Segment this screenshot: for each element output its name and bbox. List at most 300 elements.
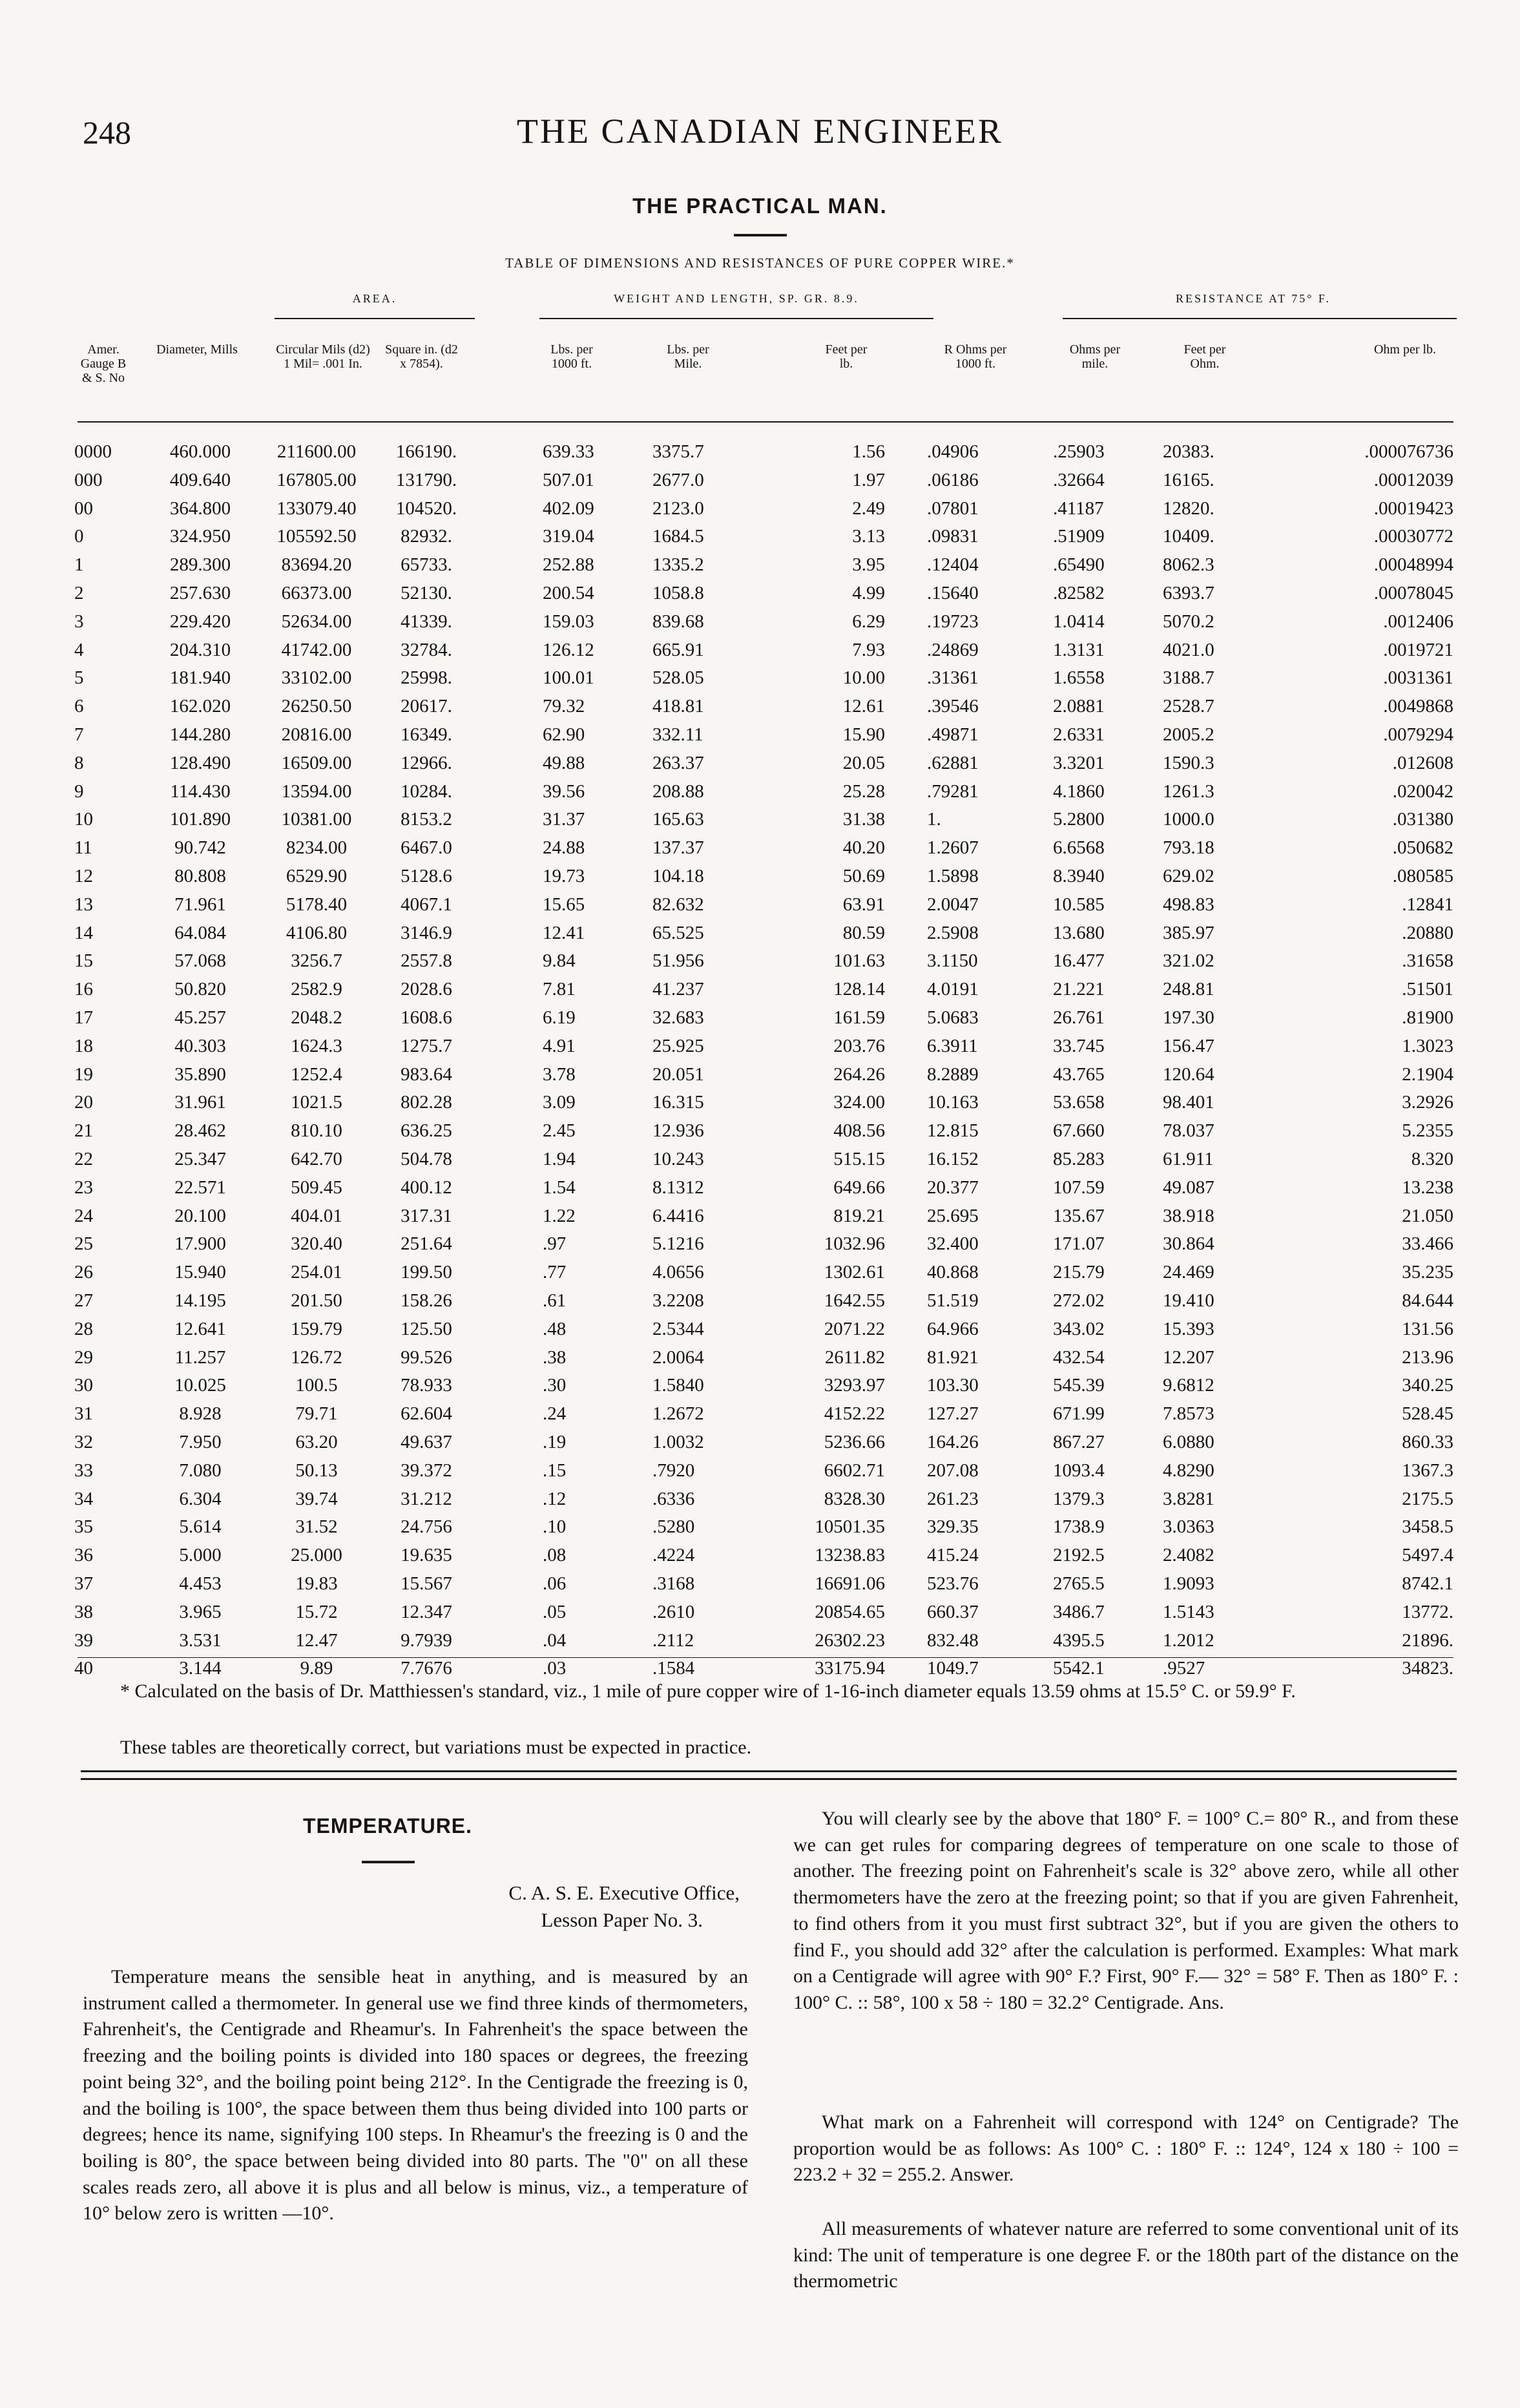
cell-feet-per-ohm: 3188.7 bbox=[1163, 667, 1214, 689]
temperature-title: TEMPERATURE. bbox=[302, 1814, 473, 1837]
cell-lbs-per-mile: 25.925 bbox=[652, 1035, 704, 1056]
cell-square-inches: 19.635 bbox=[401, 1545, 452, 1566]
cell-lbs-per-1000ft: 507.01 bbox=[543, 469, 594, 490]
cell-gauge: 10 bbox=[74, 809, 93, 830]
cell-feet-per-ohm: 3.8281 bbox=[1163, 1488, 1214, 1509]
cell-diameter: 80.808 bbox=[174, 866, 226, 886]
cell-lbs-per-1000ft: .77 bbox=[543, 1262, 567, 1283]
column-header-square-inches: Square in. (d2 x 7854). bbox=[385, 342, 458, 371]
cell-feet-per-lb: 25.28 bbox=[842, 780, 885, 802]
cell-ohm-per-lb: .00012039 bbox=[1373, 469, 1453, 490]
cell-ohms-per-mile: 10.585 bbox=[1053, 894, 1105, 915]
cell-square-inches: 52130. bbox=[401, 583, 452, 603]
cell-ohms-per-mile: 1.0414 bbox=[1053, 611, 1105, 632]
cell-gauge: 27 bbox=[74, 1290, 93, 1311]
cell-feet-per-ohm: 20383. bbox=[1163, 441, 1214, 462]
cell-lbs-per-1000ft: 3.78 bbox=[543, 1063, 576, 1085]
cell-ohms-per-1000ft: .31361 bbox=[927, 667, 979, 689]
cell-lbs-per-1000ft: 252.88 bbox=[543, 554, 594, 576]
cell-lbs-per-1000ft: .05 bbox=[543, 1601, 567, 1622]
cell-circular-mils: 3256.7 bbox=[291, 950, 342, 972]
cell-feet-per-ohm: 16165. bbox=[1163, 469, 1214, 490]
cell-feet-per-lb: 324.00 bbox=[833, 1092, 885, 1113]
cell-lbs-per-1000ft: .03 bbox=[543, 1658, 567, 1679]
cell-ohms-per-1000ft: 25.695 bbox=[927, 1205, 979, 1226]
cell-ohms-per-mile: .51909 bbox=[1053, 526, 1105, 547]
group-header-resistance: RESISTANCE AT 75° F. bbox=[1175, 292, 1331, 305]
cell-square-inches: 1275.7 bbox=[401, 1035, 452, 1056]
cell-lbs-per-mile: 263.37 bbox=[652, 752, 704, 773]
cell-lbs-per-1000ft: .12 bbox=[543, 1488, 567, 1509]
cell-circular-mils: 13594.00 bbox=[281, 780, 352, 802]
cell-diameter: 229.420 bbox=[169, 611, 231, 632]
cell-feet-per-lb: 20.05 bbox=[842, 752, 885, 773]
cell-ohms-per-1000ft: 20.377 bbox=[927, 1177, 979, 1198]
cell-lbs-per-mile: 1058.8 bbox=[652, 583, 704, 603]
cell-lbs-per-1000ft: .19 bbox=[543, 1432, 567, 1452]
cell-lbs-per-mile: .2610 bbox=[652, 1601, 695, 1622]
cell-lbs-per-1000ft: 1.94 bbox=[543, 1149, 576, 1169]
cell-diameter: 460.000 bbox=[169, 441, 231, 462]
cell-circular-mils: 404.01 bbox=[291, 1205, 342, 1226]
cell-ohm-per-lb: .00078045 bbox=[1373, 583, 1453, 603]
cell-square-inches: 15.567 bbox=[401, 1573, 452, 1594]
cell-square-inches: 41339. bbox=[401, 611, 452, 632]
cell-feet-per-lb: 1.97 bbox=[852, 469, 885, 490]
cell-square-inches: 8153.2 bbox=[401, 809, 452, 830]
cell-ohms-per-mile: 135.67 bbox=[1053, 1205, 1105, 1226]
cell-diameter: 181.940 bbox=[169, 667, 231, 689]
cell-feet-per-ohm: 6393.7 bbox=[1163, 583, 1214, 603]
cell-ohm-per-lb: .31658 bbox=[1402, 950, 1453, 972]
cell-square-inches: 802.28 bbox=[401, 1092, 452, 1113]
cell-ohm-per-lb: .20880 bbox=[1402, 922, 1453, 943]
cell-ohms-per-1000ft: 5.0683 bbox=[927, 1007, 979, 1028]
cell-feet-per-ohm: 98.401 bbox=[1163, 1092, 1214, 1113]
cell-square-inches: 12.347 bbox=[401, 1601, 452, 1622]
cell-feet-per-lb: 128.14 bbox=[833, 979, 885, 1000]
cell-lbs-per-1000ft: .61 bbox=[543, 1290, 567, 1311]
cell-ohms-per-mile: 171.07 bbox=[1053, 1233, 1105, 1255]
cell-feet-per-ohm: 321.02 bbox=[1163, 950, 1214, 972]
cell-square-inches: 199.50 bbox=[401, 1262, 452, 1283]
cell-diameter: 409.640 bbox=[169, 469, 231, 490]
cell-square-inches: 65733. bbox=[401, 554, 452, 576]
cell-feet-per-ohm: 1261.3 bbox=[1163, 780, 1214, 802]
cell-lbs-per-mile: 65.525 bbox=[652, 922, 704, 943]
cell-lbs-per-1000ft: 39.56 bbox=[543, 780, 585, 802]
cell-gauge: 2 bbox=[74, 583, 84, 603]
group-rule-weight bbox=[539, 318, 933, 319]
cell-circular-mils: 254.01 bbox=[291, 1262, 342, 1283]
cell-ohms-per-1000ft: 10.163 bbox=[927, 1092, 979, 1113]
cell-circular-mils: 4106.80 bbox=[286, 922, 348, 943]
cell-lbs-per-mile: 1335.2 bbox=[652, 554, 704, 576]
cell-square-inches: 62.604 bbox=[401, 1403, 452, 1425]
cell-gauge: 26 bbox=[74, 1262, 93, 1283]
page-number: 248 bbox=[83, 114, 131, 151]
cell-lbs-per-mile: 1.2672 bbox=[652, 1403, 704, 1425]
cell-ohms-per-1000ft: 8.2889 bbox=[927, 1063, 979, 1085]
cell-lbs-per-mile: 2.0064 bbox=[652, 1346, 704, 1368]
cell-square-inches: 32784. bbox=[401, 639, 452, 660]
cell-lbs-per-1000ft: 7.81 bbox=[543, 979, 576, 1000]
cell-gauge: 23 bbox=[74, 1177, 93, 1198]
cell-lbs-per-1000ft: .10 bbox=[543, 1516, 567, 1538]
cell-ohms-per-mile: 272.02 bbox=[1053, 1290, 1105, 1311]
cell-feet-per-ohm: 2528.7 bbox=[1163, 696, 1214, 717]
cell-feet-per-lb: 101.63 bbox=[833, 950, 885, 972]
cell-square-inches: 25998. bbox=[401, 667, 452, 689]
cell-ohms-per-mile: 4.1860 bbox=[1053, 780, 1105, 802]
cell-ohms-per-1000ft: .12404 bbox=[927, 554, 979, 576]
cell-feet-per-lb: 3.13 bbox=[852, 526, 885, 547]
temperature-paragraph-4: All measurements of whatever nature are referred to some conventional unit of its kind: The unit of temperature is one degree F. or the 180th part of the distance on the thermometric bbox=[793, 2218, 1459, 2292]
cell-square-inches: 10284. bbox=[401, 780, 452, 802]
cell-feet-per-ohm: 156.47 bbox=[1163, 1035, 1214, 1056]
cell-feet-per-ohm: 12.207 bbox=[1163, 1346, 1214, 1368]
cell-gauge: 21 bbox=[74, 1120, 93, 1142]
cell-ohms-per-mile: 85.283 bbox=[1053, 1149, 1105, 1169]
cell-ohms-per-mile: 3.3201 bbox=[1053, 752, 1105, 773]
cell-circular-mils: 79.71 bbox=[295, 1403, 338, 1425]
table-bottom-rule bbox=[78, 1657, 1453, 1658]
cell-lbs-per-mile: 6.4416 bbox=[652, 1205, 704, 1226]
temperature-paragraph-1: Temperature means the sensible heat in anything, and is measured by an instrument called a thermometer. In general use we find three kinds of thermometers, Fahrenheit's, the Centigrade and Rheamur's. In Fahrenheit's the space between the freezing and the boiling points is divided into 180 spaces or degrees, the freezing point being 32°, and the boiling point being 212°. In the Centigrade the freezing is 0, and the boiling is 100°, the space between them thus being divided into 100 parts or degrees; hence its name, signifying 100 steps. In Rheamur's the freezing is 0 and the boiling is 80°, the space between being divided into 80 parts. The "0" on all these scales reads zero, all above it is plus and all below is minus, viz., a temperature of 10° below zero is written —10°. bbox=[83, 1966, 748, 2225]
cell-circular-mils: 100.5 bbox=[295, 1375, 338, 1396]
cell-ohms-per-1000ft: 164.26 bbox=[927, 1432, 979, 1452]
cell-feet-per-lb: 1032.96 bbox=[824, 1233, 885, 1255]
cell-lbs-per-mile: 1684.5 bbox=[652, 526, 704, 547]
cell-ohms-per-mile: .32664 bbox=[1053, 469, 1105, 490]
cell-lbs-per-mile: 51.956 bbox=[652, 950, 704, 972]
cell-ohms-per-mile: 26.761 bbox=[1053, 1007, 1105, 1028]
cell-circular-mils: 66373.00 bbox=[281, 583, 352, 603]
cell-feet-per-ohm: 1.9093 bbox=[1163, 1573, 1214, 1594]
cell-ohms-per-mile: 432.54 bbox=[1053, 1346, 1105, 1368]
cell-ohms-per-1000ft: 81.921 bbox=[927, 1346, 979, 1368]
cell-diameter: 40.303 bbox=[174, 1035, 226, 1056]
cell-square-inches: 39.372 bbox=[401, 1460, 452, 1481]
cell-feet-per-lb: 649.66 bbox=[833, 1177, 885, 1198]
cell-lbs-per-mile: 332.11 bbox=[652, 724, 703, 745]
cell-ohms-per-1000ft: 1. bbox=[927, 809, 941, 830]
cell-circular-mils: 15.72 bbox=[295, 1601, 338, 1622]
cell-gauge: 40 bbox=[74, 1658, 93, 1679]
table-header-rule bbox=[78, 421, 1453, 423]
cell-ohms-per-1000ft: .39546 bbox=[927, 696, 979, 717]
cell-lbs-per-mile: 137.37 bbox=[652, 837, 704, 859]
cell-feet-per-lb: 13238.83 bbox=[815, 1545, 885, 1566]
cell-lbs-per-mile: .2112 bbox=[652, 1629, 694, 1651]
cell-lbs-per-mile: 32.683 bbox=[652, 1007, 704, 1028]
cell-ohms-per-mile: 1.6558 bbox=[1053, 667, 1105, 689]
cell-gauge: 16 bbox=[74, 979, 93, 1000]
cell-gauge: 000 bbox=[74, 469, 103, 490]
cell-feet-per-ohm: 1.5143 bbox=[1163, 1601, 1214, 1622]
cell-feet-per-lb: 3.95 bbox=[852, 554, 885, 576]
cell-ohms-per-1000ft: 127.27 bbox=[927, 1403, 979, 1425]
temperature-title-rule bbox=[362, 1861, 415, 1863]
cell-ohm-per-lb: 5497.4 bbox=[1402, 1545, 1453, 1566]
cell-lbs-per-1000ft: .06 bbox=[543, 1573, 567, 1594]
cell-ohms-per-mile: 107.59 bbox=[1053, 1177, 1105, 1198]
cell-gauge: 20 bbox=[74, 1092, 93, 1113]
cell-lbs-per-1000ft: 100.01 bbox=[543, 667, 594, 689]
cell-ohms-per-mile: 8.3940 bbox=[1053, 866, 1105, 886]
cell-feet-per-ohm: 38.918 bbox=[1163, 1205, 1214, 1226]
cell-lbs-per-mile: 2677.0 bbox=[652, 469, 704, 490]
cell-diameter: 257.630 bbox=[169, 583, 231, 603]
cell-lbs-per-1000ft: 4.91 bbox=[543, 1035, 576, 1056]
cell-lbs-per-1000ft: 6.19 bbox=[543, 1007, 576, 1028]
cell-ohms-per-1000ft: .62881 bbox=[927, 752, 979, 773]
cell-feet-per-ohm: 8062.3 bbox=[1163, 554, 1214, 576]
cell-ohms-per-mile: 33.745 bbox=[1053, 1035, 1105, 1056]
cell-lbs-per-1000ft: .97 bbox=[543, 1233, 567, 1255]
group-header-weight: WEIGHT AND LENGTH, SP. GR. 8.9. bbox=[614, 292, 859, 305]
cell-ohms-per-1000ft: .06186 bbox=[927, 469, 979, 490]
lesson-paper-line: Lesson Paper No. 3. bbox=[541, 1909, 703, 1931]
cell-ohms-per-mile: .41187 bbox=[1053, 497, 1104, 519]
cell-ohms-per-1000ft: 415.24 bbox=[927, 1545, 979, 1566]
cell-diameter: 35.890 bbox=[174, 1063, 226, 1085]
cell-feet-per-ohm: 120.64 bbox=[1163, 1063, 1214, 1085]
cell-ohm-per-lb: 84.644 bbox=[1402, 1290, 1453, 1311]
cell-lbs-per-mile: 5.1216 bbox=[652, 1233, 704, 1255]
cell-ohm-per-lb: 33.466 bbox=[1402, 1233, 1453, 1255]
cell-feet-per-ohm: 2.4082 bbox=[1163, 1545, 1214, 1566]
cell-ohm-per-lb: 860.33 bbox=[1402, 1432, 1453, 1452]
cell-square-inches: 636.25 bbox=[401, 1120, 452, 1142]
cell-diameter: 11.257 bbox=[174, 1346, 226, 1368]
cell-feet-per-ohm: 12820. bbox=[1163, 497, 1214, 519]
cell-square-inches: 158.26 bbox=[401, 1290, 452, 1311]
cell-circular-mils: 20816.00 bbox=[281, 724, 352, 745]
cell-gauge: 3 bbox=[74, 611, 84, 632]
cell-ohm-per-lb: 3458.5 bbox=[1402, 1516, 1453, 1538]
cell-ohm-per-lb: 1.3023 bbox=[1402, 1035, 1453, 1056]
cell-gauge: 18 bbox=[74, 1035, 93, 1056]
cell-ohm-per-lb: .020042 bbox=[1392, 780, 1453, 802]
cell-circular-mils: 2582.9 bbox=[291, 979, 342, 1000]
cell-ohm-per-lb: 13.238 bbox=[1402, 1177, 1453, 1198]
cell-ohm-per-lb: .00030772 bbox=[1373, 526, 1453, 547]
cell-ohms-per-mile: .25903 bbox=[1053, 441, 1105, 462]
cell-gauge: 00 bbox=[74, 497, 93, 519]
cell-feet-per-ohm: 793.18 bbox=[1163, 837, 1214, 859]
cell-ohms-per-mile: 545.39 bbox=[1053, 1375, 1105, 1396]
cell-ohm-per-lb: 8742.1 bbox=[1402, 1573, 1453, 1594]
cell-square-inches: 104520. bbox=[395, 497, 457, 519]
table-caption: TABLE OF DIMENSIONS AND RESISTANCES OF PURE COPPER WIRE.* bbox=[505, 255, 1015, 271]
cell-lbs-per-mile: 104.18 bbox=[652, 866, 704, 886]
cell-diameter: 17.900 bbox=[174, 1233, 226, 1255]
section-title: THE PRACTICAL MAN. bbox=[632, 194, 888, 218]
cell-feet-per-ohm: 15.393 bbox=[1163, 1318, 1214, 1339]
cell-ohm-per-lb: .080585 bbox=[1392, 866, 1453, 886]
cell-feet-per-ohm: 9.6812 bbox=[1163, 1375, 1214, 1396]
cell-gauge: 29 bbox=[74, 1346, 93, 1368]
cell-square-inches: 4067.1 bbox=[401, 894, 452, 915]
cell-lbs-per-mile: 839.68 bbox=[652, 611, 704, 632]
cell-circular-mils: 159.79 bbox=[291, 1318, 342, 1339]
cell-square-inches: 2028.6 bbox=[401, 979, 452, 1000]
cell-ohms-per-mile: 43.765 bbox=[1053, 1063, 1105, 1085]
cell-lbs-per-mile: 82.632 bbox=[652, 894, 704, 915]
cell-ohm-per-lb: 131.56 bbox=[1402, 1318, 1453, 1339]
cell-ohms-per-1000ft: 1.2607 bbox=[927, 837, 979, 859]
cell-circular-mils: 167805.00 bbox=[276, 469, 357, 490]
cell-gauge: 4 bbox=[74, 639, 84, 660]
table-footnote-note: These tables are theoretically correct, but variations must be expected in practice. bbox=[120, 1737, 752, 1758]
cell-ohm-per-lb: 340.25 bbox=[1402, 1375, 1453, 1396]
cell-lbs-per-mile: 2123.0 bbox=[652, 497, 704, 519]
cell-gauge: 39 bbox=[74, 1629, 93, 1651]
temperature-paragraph-3: What mark on a Fahrenheit will correspond with 124° on Centigrade? The proportion would be as follows: As 100° C. : 180° F. :: 124°, 124 x 180 ÷ 100 = 223.2 + 32 = 255.2. Answer. bbox=[793, 2111, 1459, 2186]
cell-gauge: 24 bbox=[74, 1205, 93, 1226]
cell-ohms-per-1000ft: 261.23 bbox=[927, 1488, 979, 1509]
cell-diameter: 144.280 bbox=[169, 724, 231, 745]
cell-lbs-per-1000ft: .48 bbox=[543, 1318, 567, 1339]
column-header-ohm-per-lb: Ohm per lb. bbox=[1373, 342, 1437, 357]
cell-lbs-per-1000ft: 639.33 bbox=[543, 441, 594, 462]
group-rule-area bbox=[275, 318, 475, 319]
cell-lbs-per-1000ft: 159.03 bbox=[543, 611, 594, 632]
cell-ohm-per-lb: .000076736 bbox=[1364, 441, 1453, 462]
cell-lbs-per-1000ft: 319.04 bbox=[543, 526, 594, 547]
cell-square-inches: 251.64 bbox=[401, 1233, 452, 1255]
cell-ohm-per-lb: .0012406 bbox=[1383, 611, 1453, 632]
cell-feet-per-lb: 2071.22 bbox=[824, 1318, 885, 1339]
cell-feet-per-lb: 1.56 bbox=[852, 441, 885, 462]
cell-feet-per-lb: 20854.65 bbox=[815, 1601, 885, 1622]
cell-ohms-per-mile: 21.221 bbox=[1053, 979, 1105, 1000]
cell-lbs-per-mile: 165.63 bbox=[652, 809, 704, 830]
table-footnote: * Calculated on the basis of Dr. Matthiessen's standard, viz., 1 mile of pure copper wire of 1-16-inch diameter equals 13.59 ohms at 15.5° C. or 59.9° F. bbox=[120, 1680, 1296, 1702]
cell-ohms-per-mile: 2.0881 bbox=[1053, 696, 1105, 717]
cell-lbs-per-1000ft: .38 bbox=[543, 1346, 567, 1368]
cell-gauge: 9 bbox=[74, 780, 84, 802]
section-divider-top bbox=[81, 1770, 1457, 1772]
cell-diameter: 364.800 bbox=[169, 497, 231, 519]
cell-ohms-per-mile: 343.02 bbox=[1053, 1318, 1105, 1339]
column-header-ohms-per-1000ft: R Ohms per 1000 ft. bbox=[944, 342, 1007, 371]
cell-ohm-per-lb: .050682 bbox=[1392, 837, 1453, 859]
cell-square-inches: 31.212 bbox=[401, 1488, 452, 1509]
column-header-diameter: Diameter, Mills bbox=[156, 342, 238, 357]
cell-feet-per-ohm: 30.864 bbox=[1163, 1233, 1214, 1255]
cell-lbs-per-mile: 3375.7 bbox=[652, 441, 704, 462]
cell-feet-per-ohm: 3.0363 bbox=[1163, 1516, 1214, 1538]
cell-feet-per-lb: 26302.23 bbox=[815, 1629, 885, 1651]
cell-diameter: 10.025 bbox=[174, 1375, 226, 1396]
column-header-feet-per-ohm: Feet per Ohm. bbox=[1183, 342, 1226, 371]
cell-ohm-per-lb: 13772. bbox=[1402, 1601, 1453, 1622]
cell-feet-per-ohm: 10409. bbox=[1163, 526, 1214, 547]
cell-feet-per-lb: 8328.30 bbox=[824, 1488, 885, 1509]
cell-ohms-per-mile: 867.27 bbox=[1053, 1432, 1105, 1452]
cell-feet-per-lb: 819.21 bbox=[833, 1205, 885, 1226]
cell-circular-mils: 320.40 bbox=[291, 1233, 342, 1255]
cell-diameter: 3.965 bbox=[179, 1601, 222, 1622]
cell-feet-per-lb: 515.15 bbox=[833, 1149, 885, 1169]
cell-lbs-per-mile: 20.051 bbox=[652, 1063, 704, 1085]
cell-ohms-per-mile: 1379.3 bbox=[1053, 1488, 1105, 1509]
cell-ohm-per-lb: .0019721 bbox=[1383, 639, 1453, 660]
cell-lbs-per-1000ft: .24 bbox=[543, 1403, 567, 1425]
cell-ohm-per-lb: 2175.5 bbox=[1402, 1488, 1453, 1509]
cell-feet-per-lb: 33175.94 bbox=[815, 1658, 885, 1679]
cell-circular-mils: 105592.50 bbox=[276, 526, 357, 547]
cell-square-inches: 131790. bbox=[395, 469, 457, 490]
cell-lbs-per-1000ft: .30 bbox=[543, 1375, 567, 1396]
cell-lbs-per-1000ft: 2.45 bbox=[543, 1120, 576, 1142]
cell-circular-mils: 1252.4 bbox=[291, 1063, 342, 1085]
cell-ohm-per-lb: .031380 bbox=[1392, 809, 1453, 830]
cell-diameter: 204.310 bbox=[169, 639, 231, 660]
cell-gauge: 36 bbox=[74, 1545, 93, 1566]
cell-diameter: 71.961 bbox=[174, 894, 226, 915]
cell-gauge: 13 bbox=[74, 894, 93, 915]
cell-circular-mils: 25.000 bbox=[291, 1545, 342, 1566]
cell-feet-per-lb: 203.76 bbox=[833, 1035, 885, 1056]
cell-ohms-per-mile: 6.6568 bbox=[1053, 837, 1105, 859]
column-header-lbs-per-1000ft: Lbs. per 1000 ft. bbox=[550, 342, 593, 371]
cell-square-inches: 9.7939 bbox=[401, 1629, 452, 1651]
cell-feet-per-ohm: 19.410 bbox=[1163, 1290, 1214, 1311]
cell-feet-per-ohm: 6.0880 bbox=[1163, 1432, 1214, 1452]
cell-diameter: 20.100 bbox=[174, 1205, 226, 1226]
cell-gauge: 17 bbox=[74, 1007, 93, 1028]
cell-feet-per-lb: 2.49 bbox=[852, 497, 885, 519]
cell-ohms-per-mile: 5542.1 bbox=[1053, 1658, 1105, 1679]
cell-diameter: 31.961 bbox=[174, 1092, 226, 1113]
cell-circular-mils: 5178.40 bbox=[286, 894, 348, 915]
cell-circular-mils: 8234.00 bbox=[286, 837, 348, 859]
cell-feet-per-lb: 3293.97 bbox=[824, 1375, 885, 1396]
cell-ohms-per-1000ft: 207.08 bbox=[927, 1460, 979, 1481]
cell-ohms-per-mile: 1738.9 bbox=[1053, 1516, 1105, 1538]
cell-ohm-per-lb: .0031361 bbox=[1383, 667, 1453, 689]
cell-ohm-per-lb: .81900 bbox=[1402, 1007, 1453, 1028]
cell-ohms-per-mile: 2765.5 bbox=[1053, 1573, 1105, 1594]
cell-ohms-per-1000ft: 1049.7 bbox=[927, 1658, 979, 1679]
cell-square-inches: 6467.0 bbox=[401, 837, 452, 859]
cell-circular-mils: 133079.40 bbox=[276, 497, 357, 519]
cell-diameter: 101.890 bbox=[169, 809, 231, 830]
cell-feet-per-ohm: 498.83 bbox=[1163, 894, 1214, 915]
cell-diameter: 3.144 bbox=[179, 1658, 222, 1679]
cell-feet-per-ohm: 385.97 bbox=[1163, 922, 1214, 943]
cell-feet-per-ohm: 629.02 bbox=[1163, 866, 1214, 886]
cell-gauge: 19 bbox=[74, 1063, 93, 1085]
cell-feet-per-ohm: 49.087 bbox=[1163, 1177, 1214, 1198]
cell-ohms-per-1000ft: 832.48 bbox=[927, 1629, 979, 1651]
cell-lbs-per-1000ft: 402.09 bbox=[543, 497, 594, 519]
cell-diameter: 324.950 bbox=[169, 526, 231, 547]
cell-diameter: 28.462 bbox=[174, 1120, 226, 1142]
cell-feet-per-lb: 7.93 bbox=[852, 639, 885, 660]
cell-lbs-per-1000ft: 79.32 bbox=[543, 696, 585, 717]
cell-ohms-per-mile: 16.477 bbox=[1053, 950, 1105, 972]
cell-square-inches: 1608.6 bbox=[401, 1007, 452, 1028]
cell-diameter: 7.950 bbox=[179, 1432, 222, 1452]
cell-feet-per-lb: 4.99 bbox=[852, 583, 885, 603]
cell-ohms-per-1000ft: .24869 bbox=[927, 639, 979, 660]
cell-lbs-per-1000ft: 15.65 bbox=[543, 894, 585, 915]
cell-lbs-per-mile: .3168 bbox=[652, 1573, 695, 1594]
